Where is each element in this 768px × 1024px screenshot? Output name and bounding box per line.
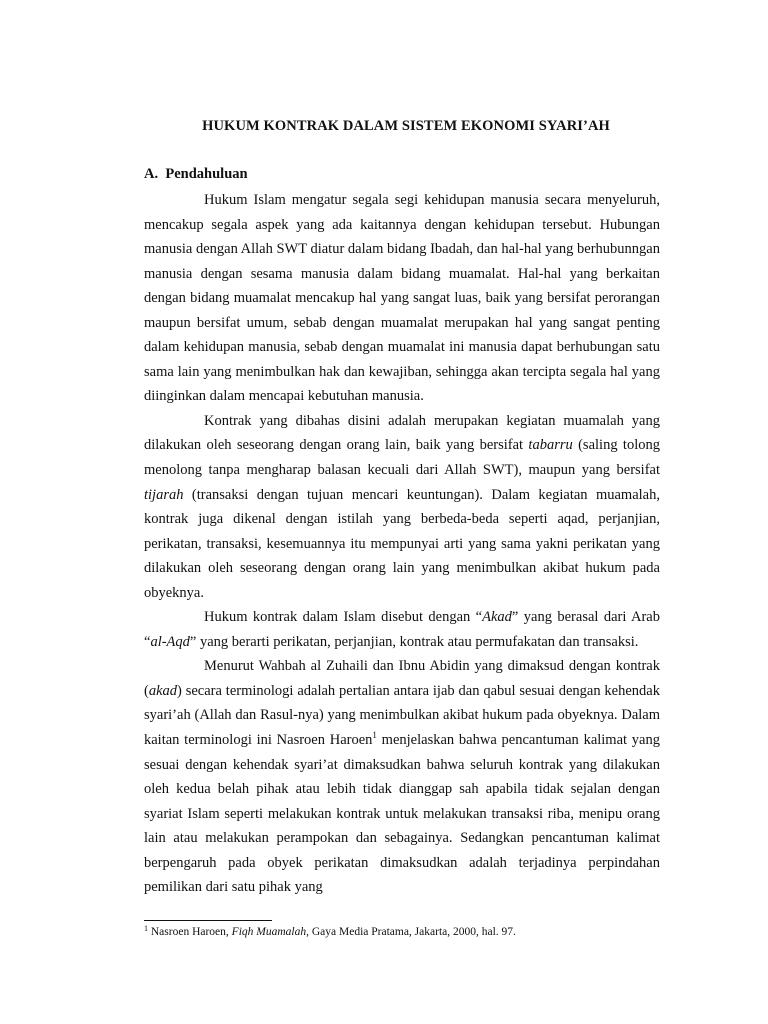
paragraph-3-text: Hukum kontrak dalam Islam disebut dengan “ — [204, 609, 483, 626]
paragraph-4-text: ) secara terminologi adalah pertalian antara ijab dan qabul sesuai dengan kehendak syari’ah (Allah dan Rasul-nya) yang menimbulkan akibat hukum pada obyeknya. Dalam kaitan terminologi ini Nasroen Haroen — [144, 682, 660, 749]
paragraph-4-text: menjelaskan bahwa pencantuman kalimat yang sesuai dengan kehendak syari’at dimaksudkan bahwa seluruh kontrak yang dilakukan oleh kedua belah pihak atau lebih tidak dianggap sah apabila tidak sejalan dengan syariat Islam seperti melakukan kontrak untuk melakukan transaksi riba, menipu orang lain atau melakukan perampokan dan sebagainya. Sedangkan pencantuman kalimat berpengaruh pada obyek perikatan dimaksudkan adalah terjadinya perpindahan pemilikan dari satu pihak yang — [144, 732, 660, 896]
footnote — [144, 926, 704, 938]
term-tabarru: tabarru — [528, 437, 573, 454]
footnote-text: Nasroen Haroen, — [148, 926, 232, 938]
paragraph-3-text: ” yang berasal dari Arab “ — [144, 609, 660, 650]
paragraph-2-text: (saling tolong menolong tanpa mengharap balasan kecuali dari Allah SWT), maupun yang bersifat — [144, 437, 660, 479]
section-heading — [144, 166, 248, 183]
footnote-number: 1 — [144, 924, 148, 933]
term-al-aqd: al-Aqd — [150, 633, 190, 650]
paragraph-3 — [144, 605, 660, 654]
term-akad: Akad — [482, 609, 512, 626]
section-title: Pendahuluan — [165, 166, 248, 182]
document-title: HUKUM KONTRAK DALAM SISTEM EKONOMI SYARI’AH — [202, 118, 610, 134]
paragraph-2-text: (transaksi dengan tujuan mencari keuntungan). Dalam kegiatan muamalah, kontrak juga dikenal dengan istilah yang berbeda-beda seperti aqad, perjanjian, perikatan, transaksi, kesemuannya itu mempunyai arti yang sama yakni perikatan yang dilakukan oleh seseorang dengan orang lain yang menimbulkan akibat hukum pada obyeknya. — [144, 486, 660, 601]
body-text — [144, 188, 660, 900]
section-number: A. — [144, 166, 159, 182]
term-tijarah: tijarah — [144, 486, 184, 503]
footnote-book-title: Fiqh Muamalah — [231, 926, 307, 938]
footnote-text: , Gaya Media Pratama, Jakarta, 2000, hal. 97. — [306, 926, 516, 938]
paragraph-4-text: Menurut Wahbah al Zuhaili dan Ibnu Abidin yang dimaksud dengan kontrak ( — [144, 658, 660, 699]
paragraph-2 — [144, 409, 660, 605]
paragraph-4 — [144, 654, 660, 899]
paragraph-1: Hukum Islam mengatur segala segi kehidupan manusia secara menyeluruh, mencakup segala aspek yang ada kaitannya dengan kehidupan tersebut. Hubungan manusia dengan Allah SWT diatur dalam bidang Ibadah, dan hal-hal yang berhubunngan manusia dengan sesama manusia dalam bidang muamalat. Hal-hal yang berkaitan dengan bidang muamalat mencakup hal yang sangat luas, baik yang bersifat perorangan maupun bersifat umum, sebab dengan muamalat merupakan hal yang sangat penting dalam kehidupan manusia, sebab dengan muamalat ini manusia dapat berhubungan satu sama lain yang menimbulkan hak dan kewajiban, sehingga akan tercipta segala hal yang diinginkan dalam mencapai kebutuhan manusia. — [144, 192, 660, 405]
paragraph-3-text: ” yang berarti perikatan, perjanjian, kontrak atau permufakatan dan transaksi. — [189, 633, 639, 650]
paragraph-2-text: Kontrak yang dibahas disini adalah merupakan kegiatan muamalah yang dilakukan oleh seseorang dengan orang lain, baik yang bersifat — [144, 412, 660, 454]
footnote-ref: 1 — [372, 730, 377, 741]
footnote-divider — [144, 920, 272, 921]
term-akad: akad — [148, 682, 178, 699]
